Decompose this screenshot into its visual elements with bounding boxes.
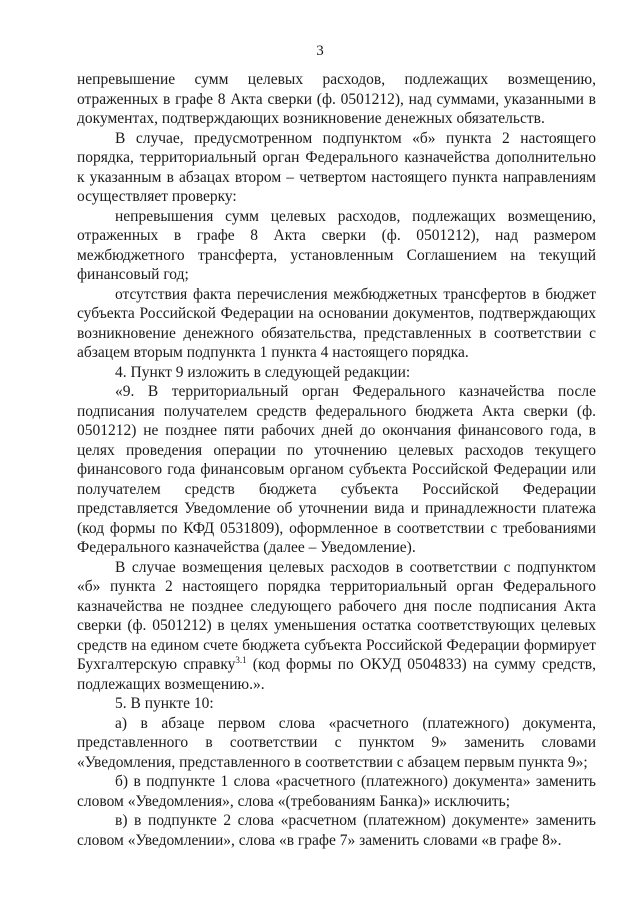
footnote-reference: 3.1	[235, 654, 247, 665]
paragraph-4: отсутствия факта перечисления межбюджетных трансфертов в бюджет субъекта Российской Федерации на основании документов, подтверждающих возникновение денежного обязательства, представленных в соответствии с абзацем вторым подпункта 1 пункта 4 настоящего порядка.	[77, 285, 596, 361]
paragraph-11: в) в подпункте 2 слова «расчетном (платежном) документе» заменить словом «Уведомлении», слова «в графе 7» заменить словами «в графе 8».	[77, 812, 596, 849]
paragraph-7	[77, 558, 596, 695]
paragraph-8: 5. В пункте 10:	[115, 695, 214, 712]
paragraph-3: непревышения сумм целевых расходов, подлежащих возмещению, отраженных в графе 8 Акта сверки (ф. 0501212), над размером межбюджетного трансферта, установленным Соглашением на текущий финансовый год;	[77, 207, 596, 283]
paragraph-1: непревышение сумм целевых расходов, подлежащих возмещению, отраженных в графе 8 Акта сверки (ф. 0501212), над суммами, указанными в документах, подтверждающих возникновение денежных обязательств.	[77, 71, 596, 127]
document-body	[77, 70, 596, 850]
paragraph-9: а) в абзаце первом слова «расчетного (платежного) документа, представленного в соответствии с пунктом 9» заменить словами «Уведомления, представленного в соответствии с абзацем первым пункта 9»;	[77, 714, 596, 771]
paragraph-6: «9. В территориальный орган Федерального казначейства после подписания получателем средств федерального бюджета Акта сверки (ф. 0501212) не позднее пяти рабочих дней до окончания финансового года, в целях проведения операции по уточнению целевых расходов текущего финансового года финансовым органом субъекта Российской Федерации или получателем средств бюджета субъекта Российской Федерации представляется Уведомление об уточнении вида и принадлежности платежа (код формы по КФД 0531809), оформленное в соответствии с требованиями Федерального казначейства (далее – Уведомление).	[77, 383, 596, 556]
paragraph-7-text: В случае возмещения целевых расходов в соответствии с подпунктом «б» пункта 2 настоящего порядка территориальный орган Федерального казначейства не позднее следующего рабочего дня после подписания Акта сверки (ф. 0501212) в целях уменьшения остатка соответствующих целевых средств на едином счете бюджета субъекта Российской Федерации формирует Бухгалтерскую справку	[77, 558, 596, 673]
paragraph-7-continuation: (код формы по ОКУД 0504833) на сумму средств, подлежащих возмещению.».	[77, 656, 596, 693]
paragraph-5: 4. Пункт 9 изложить в следующей редакции:	[115, 363, 411, 381]
paragraph-10: б) в подпункте 1 слова «расчетного (платежного) документа» заменить словом «Уведомления», слова «(требованиям Банка)» исключить;	[77, 773, 596, 810]
paragraph-2: В случае, предусмотренном подпунктом «б» пункта 2 настоящего порядка, территориальный орган Федерального казначейства дополнительно к указанным в абзацах втором – четвертом настоящего пункта направлениям осуществляет проверку:	[77, 129, 596, 205]
page-number: 3	[316, 43, 324, 59]
